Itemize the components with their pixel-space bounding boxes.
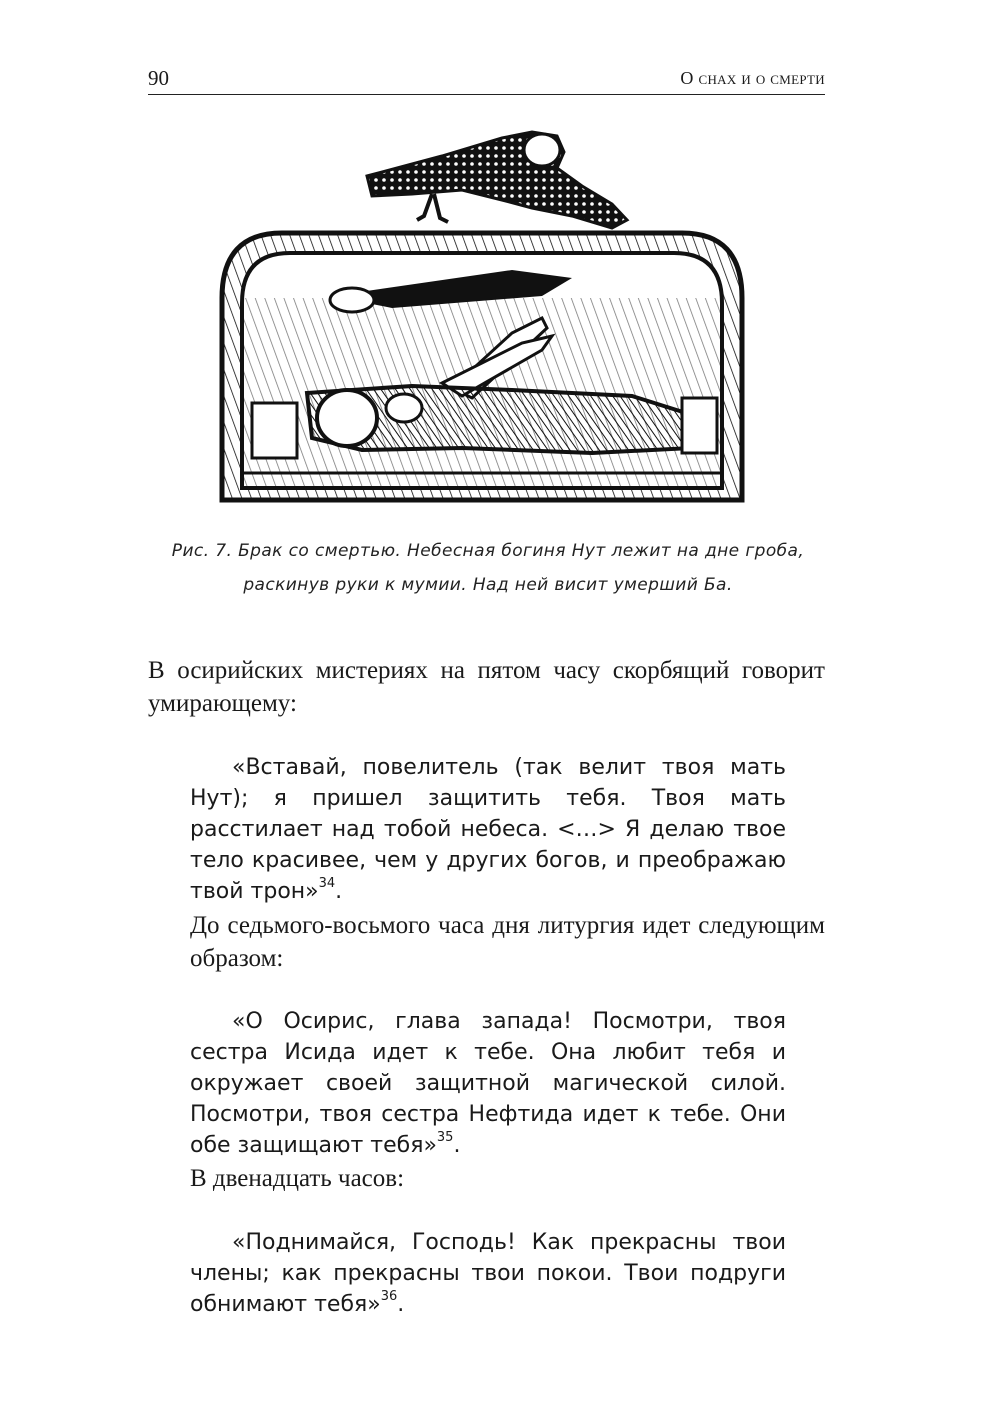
quote-text: «Вставай, повелитель (так велит твоя мать Нут); я пришел защитить тебя. Твоя мать расстилает над тобой небеса. <…> Я делаю твое тело красивее, чем у других богов, и преображаю твой трон» <box>190 755 786 904</box>
figure-coffin <box>212 128 752 513</box>
paragraph-text: В осирийских мистериях на пятом часу скорбящий говорит умирающему: <box>148 657 825 717</box>
quote-block: «О Осирис, глава запада! Посмотри, твоя сестра Исида идет к тебе. Она любит тебя и окружает своей защитной магической силой. Посмотри, твоя сестра Нефтида идет к тебе. Они обе защищают тебя»$^{35}$. <box>190 1009 786 1158</box>
paragraph-text: До седьмого-восьмого часа дня литургия идет следующим образом: <box>190 912 825 972</box>
footnote-ref: 36 <box>380 1288 398 1304</box>
quote-text: «Поднимайся, Господь! Как прекрасны твои члены; как прекрасны твои покои. Твои подруги обнимают тебя» <box>190 1230 786 1317</box>
quote-block: «Вставай, повелитель (так велит твоя мать Нут); я пришел защитить тебя. Твоя мать расстилает над тобой небеса. <…> Я делаю твое тело красивее, чем у других богов, и преображаю твой трон»$^{34}$. <box>190 755 786 904</box>
figure-caption: Рис. 7. Брак со смертью. Небесная богиня Нут лежит на дне гроба, раскинув руки к мумии. Над ней висит умерший Ба. <box>171 541 805 595</box>
quote-block: «Поднимайся, Господь! Как прекрасны твои члены; как прекрасны твои покои. Твои подруги обнимают тебя»$^{36}$. <box>190 1230 786 1317</box>
page-number: 90 <box>148 66 169 90</box>
coffin-illustration-icon <box>212 128 752 513</box>
quote-text: «О Осирис, глава запада! Посмотри, твоя сестра Исида идет к тебе. Она любит тебя и окружает своей защитной магической силой. Посмотри, твоя сестра Нефтида идет к тебе. Они обе защищают тебя» <box>190 1009 786 1158</box>
footnote-ref: 35 <box>436 1129 454 1145</box>
running-head <box>148 62 825 95</box>
paragraph-text: В двенадцать часов: <box>190 1165 405 1192</box>
running-title: О снах и о смерти <box>680 68 825 88</box>
paragraph-intro <box>148 654 825 720</box>
footnote-ref: 34 <box>318 875 336 891</box>
paragraph-twelve <box>190 1162 825 1195</box>
paragraph-liturgy <box>190 909 825 975</box>
